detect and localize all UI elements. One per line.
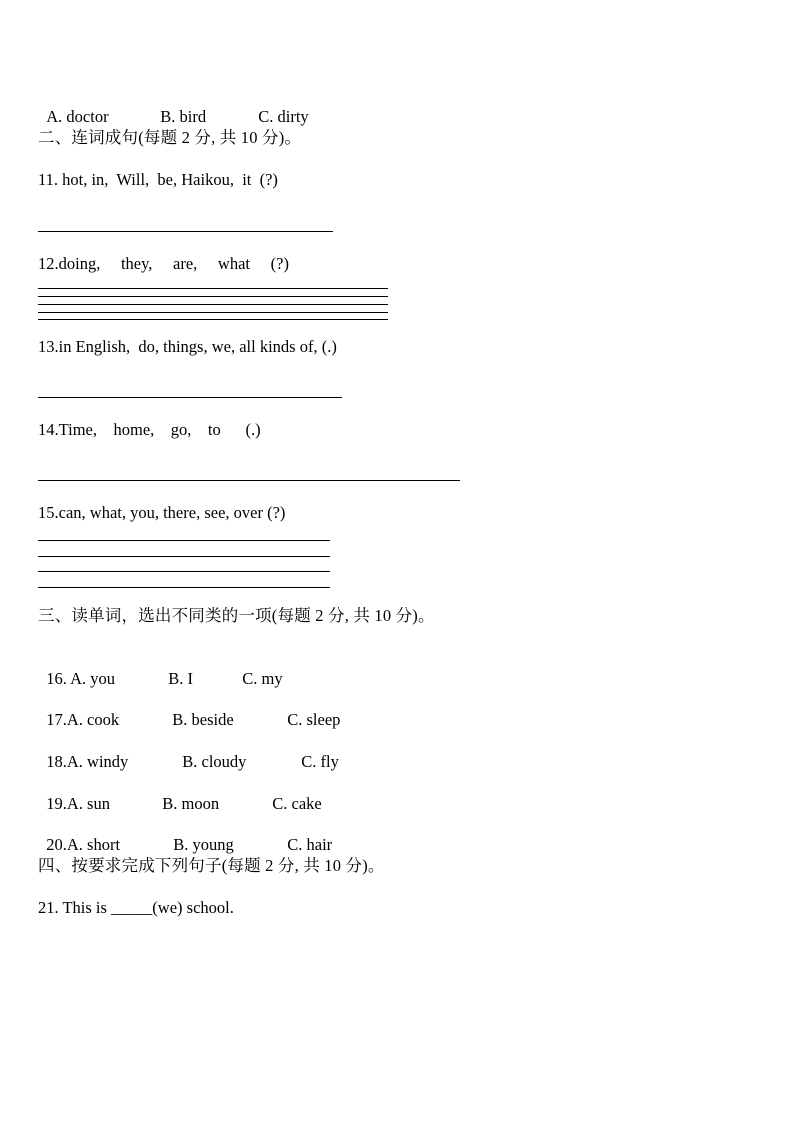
question-13: 13.in English, do, things, we, all kinds of, (.) (38, 337, 337, 356)
option-a: 20.A. short (46, 835, 121, 854)
question-14: 14.Time, home, go, to (.) (38, 420, 261, 439)
answer-line-15a (38, 540, 330, 541)
option-a: 19.A. sun (46, 794, 110, 813)
option-b: B. cloudy (182, 752, 247, 771)
option-c: C. hair (287, 835, 333, 854)
question-21: 21. This is _____(we) school. (38, 898, 234, 917)
answer-line-12a (38, 288, 388, 289)
question-17-options (38, 690, 340, 730)
question-12: 12.doing, they, are, what (?) (38, 254, 289, 273)
answer-line-12c (38, 304, 388, 305)
option-a: A. doctor (46, 107, 109, 126)
question-18-options (38, 732, 339, 772)
option-a: 17.A. cook (46, 710, 120, 729)
answer-line-14 (38, 480, 460, 481)
section-3-heading: 三、读单词，选出不同类的一项(每题 2 分, 共 10 分)。 (38, 606, 435, 625)
option-c: C. sleep (287, 710, 341, 729)
answer-line-15d (38, 587, 330, 588)
option-b: B. moon (162, 794, 220, 813)
answer-line-11 (38, 231, 333, 232)
section-2-heading: 二、连词成句(每题 2 分, 共 10 分)。 (38, 128, 302, 147)
option-b: B. young (173, 835, 234, 854)
question-10-options (38, 87, 309, 127)
answer-line-15b (38, 556, 330, 557)
question-11: 11. hot, in, Will, be, Haikou, it (?) (38, 170, 278, 189)
answer-line-13 (38, 397, 342, 398)
answer-line-12b (38, 296, 388, 297)
option-a: 18.A. windy (46, 752, 129, 771)
section-4-heading: 四、按要求完成下列句子(每题 2 分, 共 10 分)。 (38, 856, 385, 875)
answer-line-12e (38, 319, 388, 320)
question-19-options (38, 774, 322, 814)
option-c: C. cake (272, 794, 322, 813)
option-a: 16. A. you (46, 669, 116, 688)
question-16-options (38, 649, 283, 689)
answer-line-12d (38, 312, 388, 313)
option-b: B. I (168, 669, 193, 688)
question-20-options (38, 815, 332, 855)
option-c: C. my (242, 669, 283, 688)
answer-line-15c (38, 571, 330, 572)
option-c: C. dirty (258, 107, 309, 126)
option-c: C. fly (301, 752, 339, 771)
question-15: 15.can, what, you, there, see, over (?) (38, 503, 286, 522)
option-b: B. bird (160, 107, 207, 126)
option-b: B. beside (172, 710, 234, 729)
